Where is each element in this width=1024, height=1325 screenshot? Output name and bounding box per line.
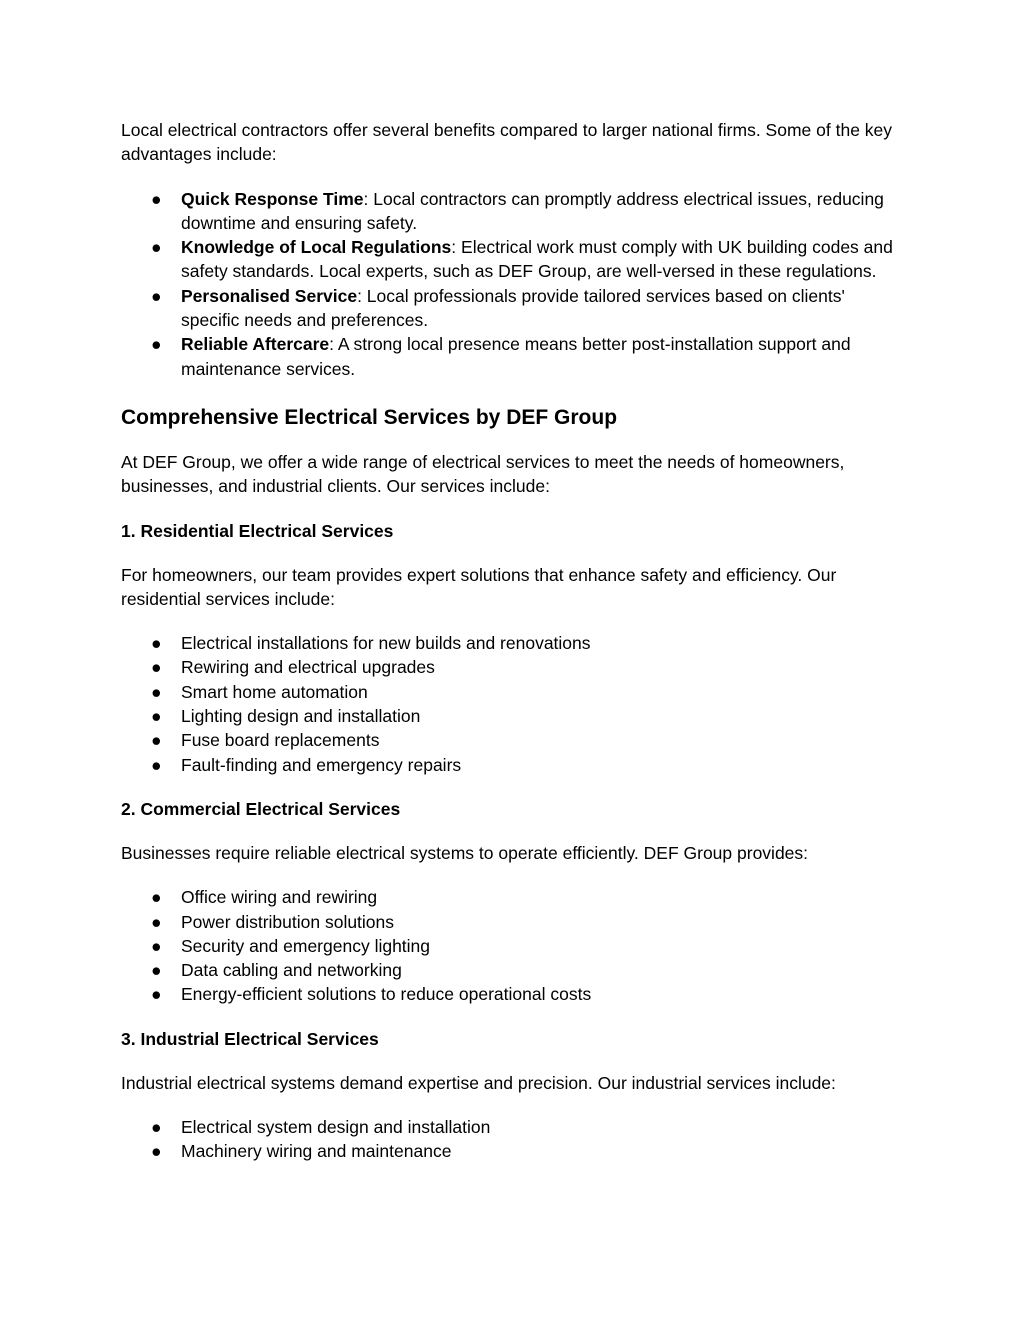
advantage-title: Personalised Service [181, 285, 358, 306]
bullet-icon: ● [151, 1141, 162, 1162]
advantage-title: Knowledge of Local Regulations [181, 237, 452, 258]
list-item [121, 728, 906, 752]
bullet-icon: ● [151, 237, 162, 258]
list-item [121, 631, 906, 655]
list-item [121, 655, 906, 679]
list-item-text: Energy-efficient solutions to reduce operational costs [181, 984, 592, 1005]
list-item [121, 934, 906, 958]
services-intro: At DEF Group, we offer a wide range of electrical services to meet the needs of homeowners, businesses, and industrial clients. Our services include: [121, 451, 845, 497]
list-item-text: Office wiring and rewiring [181, 887, 378, 908]
list-item-text: Electrical system design and installation [181, 1117, 491, 1138]
bullet-icon: ● [151, 706, 162, 727]
list-item [121, 235, 906, 284]
intro-paragraph: Local electrical contractors offer several benefits compared to larger national firms. Some of the key advantages include: [121, 120, 893, 165]
bullet-icon: ● [151, 730, 162, 751]
residential-intro: For homeowners, our team provides expert solutions that enhance safety and efficiency. Our residential services include: [121, 564, 837, 609]
bullet-icon: ● [151, 960, 162, 981]
industrial-intro: Industrial electrical systems demand expertise and precision. Our industrial services include: [121, 1072, 836, 1093]
bullet-icon: ● [151, 334, 162, 355]
industrial-list [121, 1115, 906, 1164]
list-item [121, 958, 906, 982]
bullet-icon: ● [151, 935, 162, 956]
services-heading: Comprehensive Electrical Services by DEF Group [121, 405, 618, 429]
list-item [121, 910, 906, 934]
advantage-text: : Local contractors can promptly address electrical issues, reducing downtime and ensuring safety. [181, 188, 884, 233]
advantage-text: : A strong local presence means better post-installation support and maintenance services. [181, 334, 851, 379]
list-item [121, 1139, 906, 1163]
bullet-icon: ● [151, 984, 162, 1005]
industrial-heading: 3. Industrial Electrical Services [121, 1028, 379, 1049]
list-item [121, 332, 906, 381]
list-item-text: Smart home automation [181, 681, 368, 702]
advantage-text: : Local professionals provide tailored services based on clients' specific needs and preferences. [181, 285, 845, 331]
bullet-icon: ● [151, 657, 162, 678]
list-item-text: Machinery wiring and maintenance [181, 1141, 452, 1162]
bullet-icon: ● [151, 188, 162, 209]
advantages-list [121, 187, 906, 381]
commercial-intro: Businesses require reliable electrical systems to operate efficiently. DEF Group provides: [121, 842, 809, 863]
commercial-heading: 2. Commercial Electrical Services [121, 798, 401, 819]
advantage-title: Quick Response Time [181, 188, 364, 209]
list-item [121, 680, 906, 704]
list-item-text: Lighting design and installation [181, 706, 421, 727]
list-item-text: Fuse board replacements [181, 730, 380, 751]
list-item-text: Rewiring and electrical upgrades [181, 657, 435, 678]
list-item-text: Security and emergency lighting [181, 935, 431, 956]
bullet-icon: ● [151, 681, 162, 702]
residential-list [121, 631, 906, 777]
bullet-icon: ● [151, 887, 162, 908]
list-item-text: Power distribution solutions [181, 911, 395, 932]
bullet-icon: ● [151, 1117, 162, 1138]
list-item-text: Electrical installations for new builds and renovations [181, 633, 591, 654]
list-item-text: Data cabling and networking [181, 960, 402, 981]
bullet-icon: ● [151, 911, 162, 932]
residential-heading: 1. Residential Electrical Services [121, 520, 394, 541]
bullet-icon: ● [151, 285, 162, 306]
list-item [121, 982, 906, 1006]
list-item [121, 704, 906, 728]
bullet-icon: ● [151, 754, 162, 775]
list-item [121, 753, 906, 777]
list-item [121, 1115, 906, 1139]
advantage-text: : Electrical work must comply with UK building codes and safety standards. Local experts, such as DEF Group, are well-versed in these regulations. [181, 237, 893, 282]
list-item-text: Fault-finding and emergency repairs [181, 754, 462, 775]
commercial-list [121, 885, 906, 1006]
list-item [121, 284, 906, 333]
bullet-icon: ● [151, 633, 162, 654]
document-page [121, 118, 906, 1184]
list-item [121, 885, 906, 909]
list-item [121, 187, 906, 236]
advantage-title: Reliable Aftercare [181, 334, 330, 355]
